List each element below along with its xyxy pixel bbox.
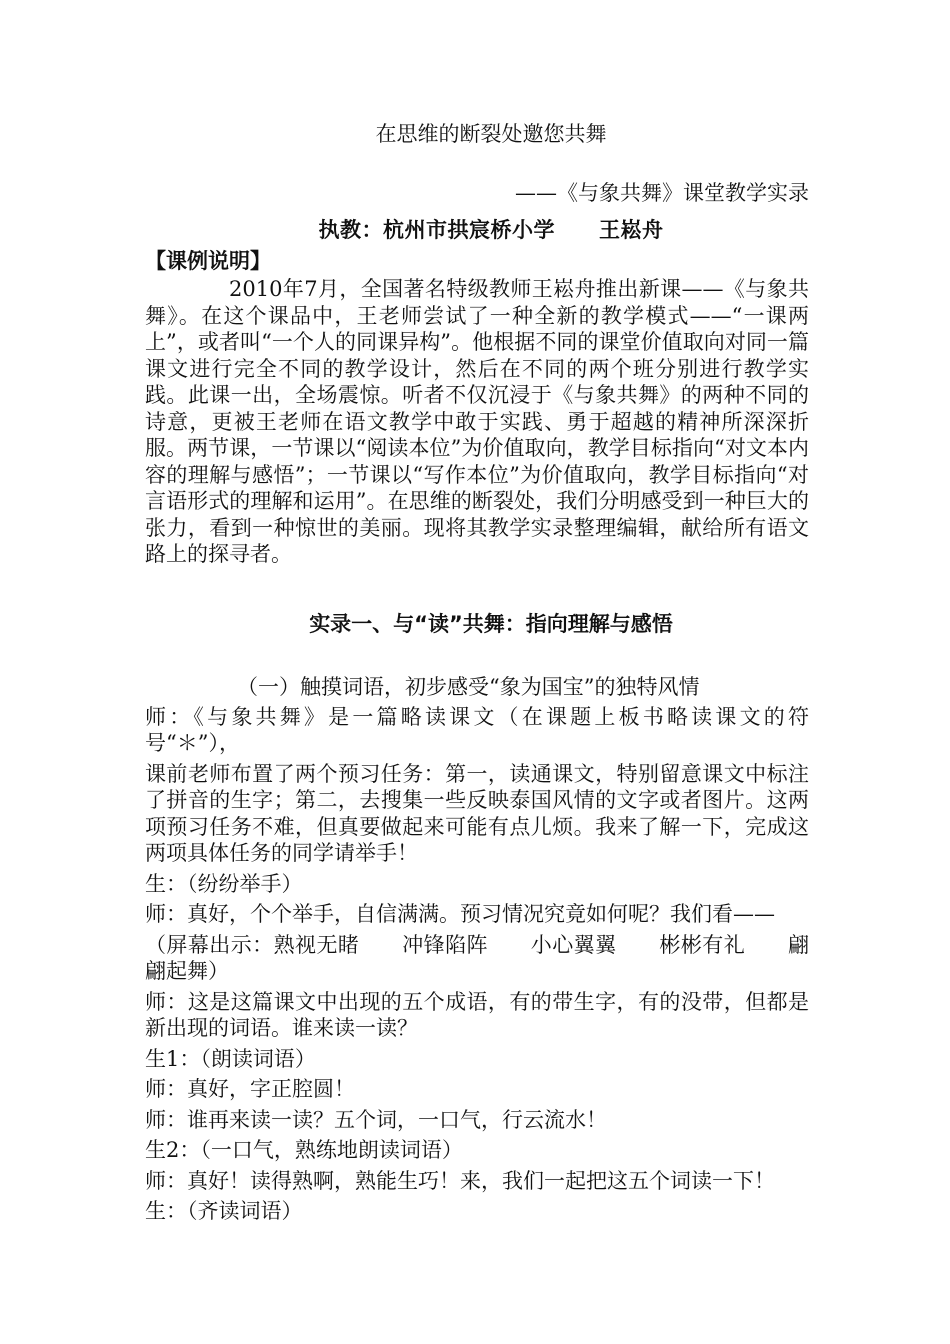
dialogue-line: 师：谁再来读一读？五个词，一口气，行云流水！ xyxy=(145,1107,607,1132)
document-subtitle: ——《与象共舞》课堂教学实录 xyxy=(515,181,809,205)
dialogue-line: 师：真好，个个举手，自信满满。预习情况究竟如何呢？我们看—— xyxy=(145,902,775,926)
section-label: 【课例说明】 xyxy=(145,249,271,273)
intro-paragraph: 2010年7月，全国著名特级教师王崧舟推出新课——《与象共舞》。在这个课品中，王老师尝试了一种全新的教学模式——“一课两上”，或者叫“一个人的同课异构”。他根据不同的课堂价值取向对同一篇课文进行完全不同的教学设计，然后在不同的两个班分别进行教学实践。此课一出，全场震惊。听者不仅沉浸于《与象共舞》的两种不同的诗意，更被王老师在语文教学中敢于实践、勇于超越的精神所深深折服。两节课，一节课以“阅读本位”为价值取向，教学目标指向“对文本内容的理解与感悟”；一节课以“写作本位”为价值取向，教学目标指向“对言语形式的理解和运用”。在思维的断裂处，我们分明感受到一种巨大的张力，看到一种惊世的美丽。现将其教学实录整理编辑，献给所有语文路上的探寻者。 xyxy=(145,277,809,566)
document-title: 在思维的断裂处邀您共舞 xyxy=(375,122,607,146)
dialogue-line: （屏幕出示：熟视无睹 冲锋陷阵 小心翼翼 彬彬有礼 翩翩起舞） xyxy=(145,932,809,983)
sub-heading: （一）触摸词语，初步感受“象为国宝”的独特风情 xyxy=(237,674,700,699)
dialogue-line: 师：真好，字正腔圆！ xyxy=(145,1077,355,1101)
dialogue-line: 生2：（一口气，熟练地朗读词语） xyxy=(145,1138,463,1162)
document-page xyxy=(145,118,809,1229)
dialogue-line: 师：这是这篇课文中出现的五个成语，有的带生字，有的没带，但都是新出现的词语。谁来读一读？ xyxy=(145,989,809,1040)
dialogue-line: 课前老师布置了两个预习任务：第一，读通课文，特别留意课文中标注了拼音的生字；第二，去搜集一些反映泰国风情的文字或者图片。这两项预习任务不难，但真要做起来可能有点儿烦。我来了解一下，完成这两项具体任务的同学请举手！ xyxy=(145,761,809,865)
author-name: 王崧舟 xyxy=(599,218,664,242)
author-line xyxy=(145,214,809,244)
dialogue-line: 生：（纷纷举手） xyxy=(145,871,303,896)
dialogue-line: 师：真好！读得熟啊，熟能生巧！来，我们一起把这五个词读一下！ xyxy=(145,1168,775,1193)
record-heading: 实录一、与“读”共舞：指向理解与感悟 xyxy=(309,611,673,636)
dialogue-list xyxy=(145,704,809,1225)
dialogue-line: 生1：（朗读词语） xyxy=(145,1046,316,1071)
dialogue-line: 生：（齐读词语） xyxy=(145,1199,303,1223)
dialogue-line: 师：《与象共舞》是一篇略读课文（在课题上板书略读课文的符号“＊”）， xyxy=(145,704,809,755)
author-school: 执教：杭州市拱宸桥小学 xyxy=(318,218,555,242)
